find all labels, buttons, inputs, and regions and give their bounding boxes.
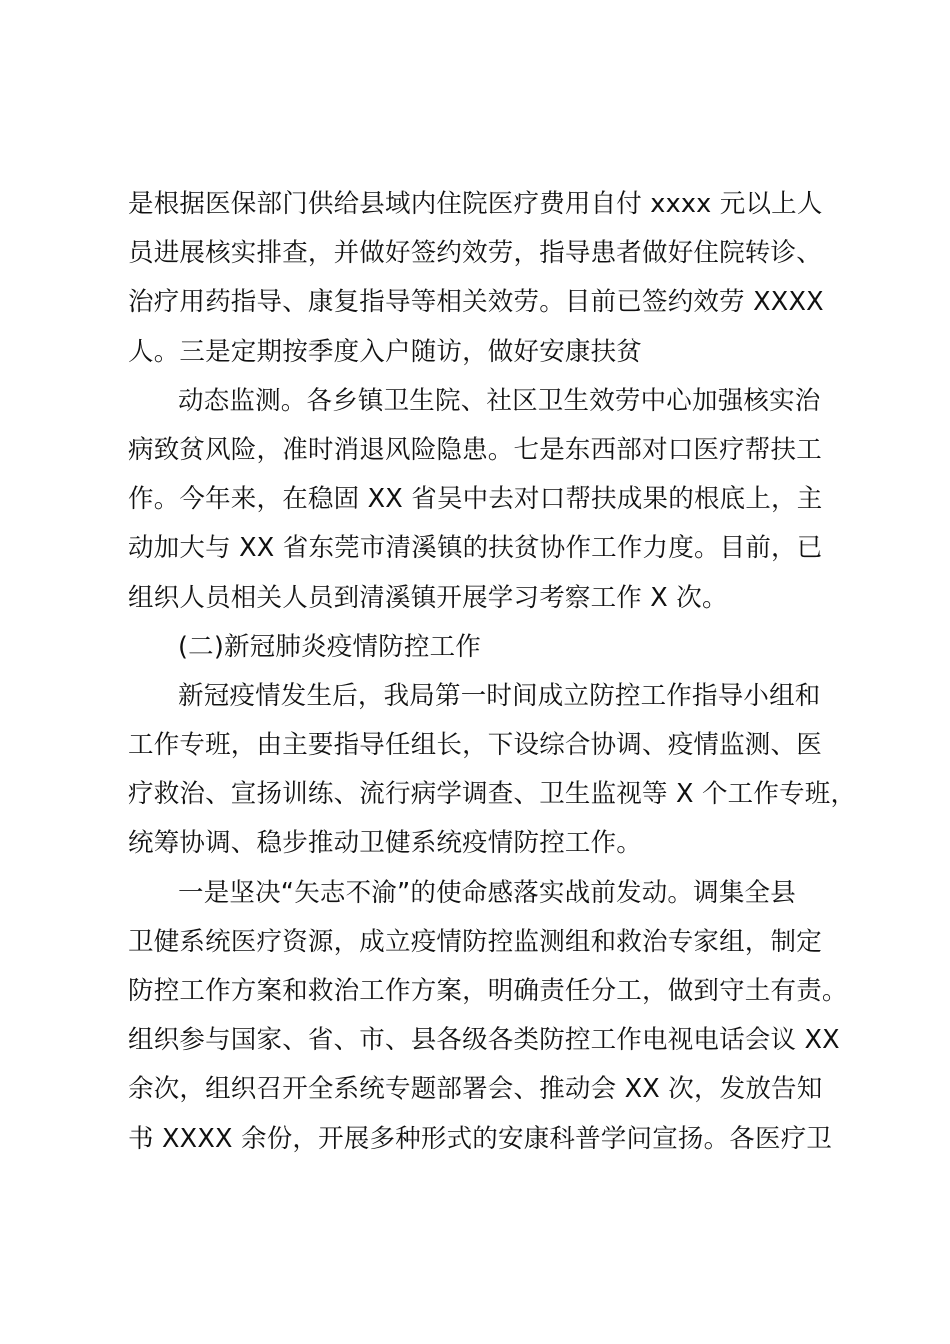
text-line: 人。三是定期按季度入户随访，做好安康扶贫	[128, 336, 643, 367]
text-line: 一是坚决“矢志不渝”的使命感落实战前发动。调集全县	[178, 877, 796, 908]
text-line: 组织参与国家、省、市、县各级各类防控工作电视电话会议 XX	[128, 1025, 840, 1056]
text-line: 治疗用药指导、康复指导等相关效劳。目前已签约效劳 XXXX	[128, 287, 824, 318]
text-line: 工作专班，由主要指导任组长，下设综合协调、疫情监测、医	[128, 730, 822, 761]
text-line: (二)新冠肺炎疫情防控工作	[178, 631, 481, 662]
text-line: 病致贫风险，准时消退风险隐患。七是东西部对口医疗帮扶工	[128, 434, 822, 465]
text-line: 卫健系统医疗资源，成立疫情防控监测组和救治专家组，制定	[128, 926, 822, 957]
text-line: 余次，组织召开全系统专题部署会、推动会 XX 次，发放告知	[128, 1074, 823, 1105]
text-line: 书 XXXX 余份，开展多种形式的安康科普学问宣扬。各医疗卫	[128, 1123, 833, 1154]
text-line: 作。今年来，在稳固 XX 省吴中去对口帮扶成果的根底上，主	[128, 484, 823, 515]
text-line: 动加大与 XX 省东莞市清溪镇的扶贫协作工作力度。目前，已	[128, 533, 823, 564]
text-line: 是根据医保部门供给县域内住院医疗费用自付 xxxx 元以上人	[128, 189, 823, 219]
document-body	[128, 180, 857, 1164]
text-line: 动态监测。各乡镇卫生院、社区卫生效劳中心加强核实治	[178, 385, 821, 416]
text-line: 新冠疫情发生后，我局第一时间成立防控工作指导小组和	[178, 680, 821, 711]
text-line: 员进展核实排查，并做好签约效劳，指导患者做好住院转诊、	[128, 238, 822, 269]
text-line: 统筹协调、稳步推动卫健系统疫情防控工作。	[128, 828, 643, 859]
text-line: 疗救治、宣扬训练、流行病学调查、卫生监视等 X 个工作专班，	[128, 779, 857, 810]
text-line: 防控工作方案和救治工作方案，明确责任分工，做到守土有责。	[128, 976, 848, 1006]
text-line: 组织人员相关人员到清溪镇开展学习考察工作 X 次。	[128, 582, 728, 613]
